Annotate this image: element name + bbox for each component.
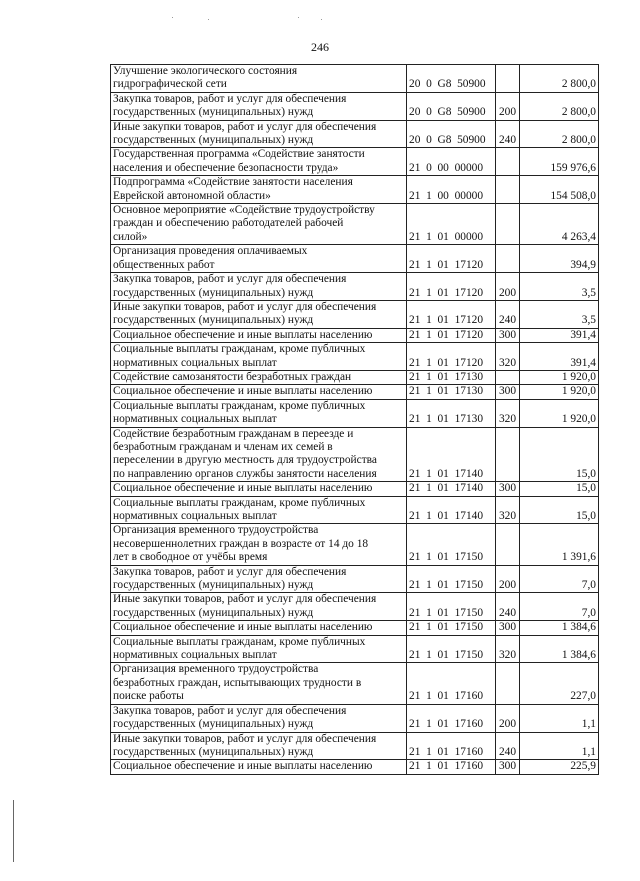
row-amount-cell: 1,1 [520, 704, 599, 732]
row-type-cell: 320 [496, 635, 520, 663]
table-row [111, 204, 599, 245]
table-row [111, 427, 599, 482]
row-name-cell: Социальное обеспечение и иные выплаты населению [111, 760, 407, 774]
row-type-cell: 200 [496, 273, 520, 301]
row-amount-cell: 3,5 [520, 300, 599, 328]
table-row [111, 635, 599, 663]
table-row [111, 496, 599, 524]
row-name-cell: Социальные выплаты гражданам, кроме публичных нормативных социальных выплат [111, 399, 407, 427]
row-code-cell: 21 1 01 17150 [407, 593, 496, 621]
table-row [111, 385, 599, 399]
table-row [111, 148, 599, 176]
row-name-cell: Организация временного трудоустройства несовершеннолетних граждан в возрасте от 14 до 18 лет в свободное от учёбы время [111, 524, 407, 565]
row-name-cell: Организация временного трудоустройства безработных граждан, испытывающих трудности в поиске работы [111, 663, 407, 704]
row-name-cell: Иные закупки товаров, работ и услуг для обеспечения государственных (муниципальных) нужд [111, 120, 407, 148]
row-name-cell: Социальные выплаты гражданам, кроме публичных нормативных социальных выплат [111, 343, 407, 371]
table-row [111, 663, 599, 704]
row-type-cell: 240 [496, 300, 520, 328]
row-code-cell: 21 1 01 17130 [407, 399, 496, 427]
row-name-cell: Социальные выплаты гражданам, кроме публичных нормативных социальных выплат [111, 635, 407, 663]
row-amount-cell: 159 976,6 [520, 148, 599, 176]
row-amount-cell: 15,0 [520, 496, 599, 524]
row-code-cell: 21 1 01 17120 [407, 328, 496, 342]
row-amount-cell: 2 800,0 [520, 65, 599, 93]
row-type-cell [496, 427, 520, 482]
row-name-cell: Государственная программа «Содействие занятости населения и обеспечение безопасности труда» [111, 148, 407, 176]
row-type-cell [496, 370, 520, 384]
row-type-cell: 300 [496, 621, 520, 635]
row-code-cell: 21 1 01 17120 [407, 273, 496, 301]
row-code-cell: 21 1 01 17150 [407, 524, 496, 565]
row-name-cell: Социальное обеспечение и иные выплаты населению [111, 621, 407, 635]
row-code-cell: 20 0 G8 50900 [407, 120, 496, 148]
row-code-cell: 21 1 01 17160 [407, 704, 496, 732]
row-name-cell: Закупка товаров, работ и услуг для обеспечения государственных (муниципальных) нужд [111, 565, 407, 593]
row-name-cell: Социальное обеспечение и иные выплаты населению [111, 385, 407, 399]
table-row [111, 760, 599, 774]
row-code-cell: 21 1 01 17140 [407, 496, 496, 524]
row-code-cell: 21 1 01 00000 [407, 204, 496, 245]
row-name-cell: Закупка товаров, работ и услуг для обеспечения государственных (муниципальных) нужд [111, 92, 407, 120]
row-code-cell: 21 1 01 17130 [407, 370, 496, 384]
row-name-cell: Улучшение экологического состояния гидрографической сети [111, 65, 407, 93]
row-type-cell: 300 [496, 482, 520, 496]
scan-speck [172, 17, 173, 18]
table-row [111, 621, 599, 635]
row-name-cell: Социальное обеспечение и иные выплаты населению [111, 328, 407, 342]
row-amount-cell: 1 920,0 [520, 399, 599, 427]
row-type-cell [496, 663, 520, 704]
row-type-cell: 300 [496, 385, 520, 399]
row-type-cell [496, 65, 520, 93]
row-name-cell: Основное мероприятие «Содействие трудоустройству граждан и обеспечению работодателей рабочей силой» [111, 204, 407, 245]
row-name-cell: Социальное обеспечение и иные выплаты населению [111, 482, 407, 496]
row-code-cell: 21 0 00 00000 [407, 148, 496, 176]
row-name-cell: Иные закупки товаров, работ и услуг для обеспечения государственных (муниципальных) нужд [111, 593, 407, 621]
table-row [111, 593, 599, 621]
table-row [111, 370, 599, 384]
scan-speck [298, 17, 299, 18]
table-row [111, 524, 599, 565]
row-amount-cell: 1 384,6 [520, 635, 599, 663]
budget-table [110, 64, 599, 775]
row-code-cell: 21 1 01 17120 [407, 245, 496, 273]
row-amount-cell: 15,0 [520, 482, 599, 496]
row-type-cell [496, 176, 520, 204]
row-type-cell [496, 148, 520, 176]
row-type-cell: 320 [496, 399, 520, 427]
table-row [111, 704, 599, 732]
row-amount-cell: 15,0 [520, 427, 599, 482]
row-type-cell: 200 [496, 565, 520, 593]
table-row [111, 176, 599, 204]
row-code-cell: 21 1 01 17160 [407, 732, 496, 760]
row-type-cell: 240 [496, 732, 520, 760]
row-amount-cell: 391,4 [520, 343, 599, 371]
row-type-cell: 200 [496, 704, 520, 732]
row-amount-cell: 2 800,0 [520, 120, 599, 148]
scan-edge-mark [13, 800, 14, 862]
row-name-cell: Подпрограмма «Содействие занятости населения Еврейской автономной области» [111, 176, 407, 204]
row-type-cell: 300 [496, 328, 520, 342]
row-amount-cell: 7,0 [520, 565, 599, 593]
table-row [111, 565, 599, 593]
row-type-cell: 200 [496, 92, 520, 120]
table-row [111, 399, 599, 427]
row-code-cell: 20 0 G8 50900 [407, 65, 496, 93]
row-name-cell: Социальные выплаты гражданам, кроме публичных нормативных социальных выплат [111, 496, 407, 524]
row-code-cell: 21 1 01 17120 [407, 343, 496, 371]
row-name-cell: Содействие безработным гражданам в переезде и безработным гражданам и членам их семей в переселении в другую местность для трудоустройства по направлению органов службы занятости населения [111, 427, 407, 482]
row-type-cell [496, 524, 520, 565]
row-amount-cell: 2 800,0 [520, 92, 599, 120]
row-type-cell: 240 [496, 120, 520, 148]
table-row [111, 328, 599, 342]
row-type-cell [496, 204, 520, 245]
page-number: 246 [311, 40, 329, 54]
row-code-cell: 21 1 01 17160 [407, 760, 496, 774]
row-amount-cell: 4 263,4 [520, 204, 599, 245]
table-row [111, 300, 599, 328]
row-amount-cell: 154 508,0 [520, 176, 599, 204]
row-amount-cell: 391,4 [520, 328, 599, 342]
row-amount-cell: 1 391,6 [520, 524, 599, 565]
table-row [111, 273, 599, 301]
row-name-cell: Иные закупки товаров, работ и услуг для обеспечения государственных (муниципальных) нужд [111, 732, 407, 760]
row-amount-cell: 1 384,6 [520, 621, 599, 635]
budget-table-body [111, 65, 599, 775]
table-row [111, 65, 599, 93]
row-code-cell: 21 1 01 17150 [407, 635, 496, 663]
row-type-cell: 240 [496, 593, 520, 621]
table-row [111, 732, 599, 760]
table-row [111, 92, 599, 120]
row-code-cell: 21 1 01 17130 [407, 385, 496, 399]
row-code-cell: 21 1 01 17160 [407, 663, 496, 704]
row-amount-cell: 225,9 [520, 760, 599, 774]
row-amount-cell: 394,9 [520, 245, 599, 273]
row-code-cell: 21 1 01 17120 [407, 300, 496, 328]
table-row [111, 482, 599, 496]
row-code-cell: 20 0 G8 50900 [407, 92, 496, 120]
row-amount-cell: 1,1 [520, 732, 599, 760]
row-name-cell: Организация проведения оплачиваемых общественных работ [111, 245, 407, 273]
row-type-cell: 320 [496, 343, 520, 371]
scan-speck [321, 19, 322, 20]
row-code-cell: 21 1 01 17150 [407, 565, 496, 593]
row-name-cell: Закупка товаров, работ и услуг для обеспечения государственных (муниципальных) нужд [111, 273, 407, 301]
row-amount-cell: 227,0 [520, 663, 599, 704]
row-code-cell: 21 1 01 17140 [407, 427, 496, 482]
row-type-cell: 320 [496, 496, 520, 524]
row-amount-cell: 3,5 [520, 273, 599, 301]
row-name-cell: Содействие самозанятости безработных граждан [111, 370, 407, 384]
row-code-cell: 21 1 01 17150 [407, 621, 496, 635]
row-type-cell [496, 245, 520, 273]
row-name-cell: Закупка товаров, работ и услуг для обеспечения государственных (муниципальных) нужд [111, 704, 407, 732]
row-code-cell: 21 1 01 17140 [407, 482, 496, 496]
row-amount-cell: 1 920,0 [520, 370, 599, 384]
scan-speck [208, 19, 209, 20]
row-type-cell: 300 [496, 760, 520, 774]
table-row [111, 343, 599, 371]
row-amount-cell: 7,0 [520, 593, 599, 621]
table-row [111, 245, 599, 273]
table-row [111, 120, 599, 148]
row-code-cell: 21 1 00 00000 [407, 176, 496, 204]
row-name-cell: Иные закупки товаров, работ и услуг для обеспечения государственных (муниципальных) нужд [111, 300, 407, 328]
row-amount-cell: 1 920,0 [520, 385, 599, 399]
